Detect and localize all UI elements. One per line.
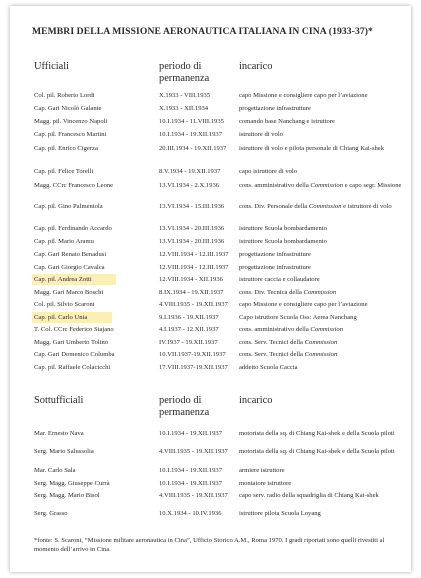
member-name: Col. pil. Silvio Scaroni bbox=[34, 301, 95, 308]
footnote: *fonte: S. Scaroni, “Missione militare aeronautica in Cina”, Ufficio Storico A.M., Roma 1970. I gradi riportati sono quelli rivestiti al momento dell’arrivo in Cina. bbox=[34, 537, 385, 553]
role-cell: cons. Serv. Tecnici della Commission bbox=[239, 351, 338, 358]
period-cell: 13.VI.1934 - 20.III.1936 bbox=[159, 225, 225, 232]
role-cell: cons. Div. Personale della Commission e istruttore di volo bbox=[239, 203, 392, 210]
role-header: incarico bbox=[239, 61, 273, 72]
member-name: Cap. pil. Gino Palmentola bbox=[34, 203, 103, 210]
member-name: Cap. Gari Nicolò Galante bbox=[34, 105, 102, 112]
period-cell: 12.VIII.1934 - XII.1936 bbox=[159, 276, 223, 283]
period-cell: 10.I.1934 - 19.XII.1937 bbox=[159, 480, 222, 487]
period-cell: 13.VI.1934 - 2.X.1936 bbox=[159, 182, 220, 189]
role-cell: motorista della sq. di Chiang Kai-shek e della Scuola piloti bbox=[239, 430, 395, 437]
period-cell: X.1933 - XII.1934 bbox=[159, 105, 209, 112]
period-cell: 13.VI.1934 - 20.III.1936 bbox=[159, 238, 225, 245]
period-cell: 4.VIII.1935 - 19.XII.1937 bbox=[159, 301, 228, 308]
role-cell: cons. amministrativo della Commission e capo segr. Missione bbox=[239, 182, 402, 189]
member-name: Serg. Magg. Mario Bisol bbox=[34, 492, 100, 499]
period-cell: IV.1937 - 19.XII.1937 bbox=[159, 339, 218, 346]
role-cell: motorista della sq. di Chiang Kai-shek e della Scuola piloti bbox=[239, 448, 395, 455]
period-header: periodo di permanenza bbox=[159, 61, 210, 84]
role-cell: capo Missione e consigliere capo per l’aviazione bbox=[239, 92, 368, 99]
role-cell: comando base Nanchang e istruttore bbox=[239, 118, 335, 125]
role-cell: capo Missione e consigliere capo per l’aviazione bbox=[239, 301, 368, 308]
role-cell: capo serv. radio della squadriglia di Chiang Kai-shek bbox=[239, 492, 379, 499]
period-cell: 4.I.1937 - 12.XII.1937 bbox=[159, 326, 219, 333]
role-cell: istruttore Scuola bombardamento bbox=[239, 225, 327, 232]
role-cell: cons. amministrativo della Commission bbox=[239, 326, 344, 333]
period-cell: 13.VI.1934 - 15.III.1936 bbox=[159, 203, 225, 210]
officers-header: Ufficiali bbox=[34, 61, 70, 72]
role-cell: Capo istruttore Scuola Oss: Aerea Nanchang bbox=[239, 314, 357, 321]
role-cell: istruttore di volo bbox=[239, 131, 283, 138]
role-cell: progettazione infrastrutture bbox=[239, 251, 311, 258]
period-cell: 10.I.1934 - 11.VIII.1935 bbox=[159, 118, 224, 125]
member-name: Magg. Gari Umberto Tolino bbox=[34, 339, 109, 346]
member-name: Mar. Ernesto Nava bbox=[34, 430, 84, 437]
member-name: Cap. pil. Mario Aramu bbox=[34, 238, 94, 245]
period-cell: 8.IX.1934 - 19.XII.1937 bbox=[159, 289, 224, 296]
role-cell: istruttore caccia e collaudatore bbox=[239, 276, 320, 283]
role-cell: cons. Div. Tecnica della Commission bbox=[239, 289, 337, 296]
period-header-nco: periodo di permanenza bbox=[159, 395, 210, 418]
member-name: Magg. Gari Marco Boschi bbox=[34, 289, 104, 296]
period-cell: 17.VIII.1937-19.XII.1937 bbox=[159, 364, 228, 371]
member-name: Cap. Gari Giorgio Cavalca bbox=[34, 264, 105, 271]
nco-header: Sottufficiali bbox=[34, 395, 84, 406]
period-cell: 4.VIII.1935 - 19.XII.1937 bbox=[159, 448, 228, 455]
member-name: Cap. pil. Ferdinando Accardo bbox=[34, 225, 112, 232]
period-cell: 12.VIII.1934 - 12.III.1937 bbox=[159, 251, 229, 258]
period-cell: 8.V.1934 - 19.XII.1937 bbox=[159, 168, 221, 175]
member-name: Serg. Grasso bbox=[34, 510, 68, 517]
role-cell: istruttore Scuola bombardamento bbox=[239, 238, 327, 245]
period-cell: 10.I.1934 - 19.XII.1937 bbox=[159, 131, 222, 138]
document-page bbox=[10, 6, 411, 572]
period-cell: X.1933 - VIII.1935 bbox=[159, 92, 211, 99]
period-cell: 12.VIII.1934 - 12.III.1937 bbox=[159, 264, 229, 271]
member-name: Magg. CCrc Francesco Leone bbox=[34, 182, 114, 189]
role-cell: istruttore di volo e pilota personale di Chiang Kai-shek bbox=[239, 145, 385, 152]
member-name: Col. pil. Roberto Lordi bbox=[34, 92, 95, 99]
role-cell: progettazione infrastrutture bbox=[239, 264, 311, 271]
role-cell: montatore istruttore bbox=[239, 480, 292, 487]
role-header-nco: incarico bbox=[239, 395, 273, 406]
period-cell: 10.I.1934 - 19.XII.1937 bbox=[159, 430, 222, 437]
member-name: Cap. Gari Renato Benadusi bbox=[34, 251, 107, 258]
member-name: Serg. Magg. Giuseppe Currà bbox=[34, 480, 110, 487]
role-cell: istruttore pilota Scuola Loyang bbox=[239, 510, 321, 517]
member-name: Cap. pil. Francesco Martini bbox=[34, 131, 107, 138]
role-cell: armiere istruttore bbox=[239, 467, 285, 474]
period-cell: 10.VII.1937-19.XII.1937 bbox=[159, 351, 226, 358]
member-name: Cap. pil. Enrico Cigerza bbox=[34, 145, 98, 152]
period-cell: 10.I.1934 - 19.XII.1937 bbox=[159, 467, 222, 474]
member-name: T. Col. CCrc Federico Stajano bbox=[34, 326, 114, 333]
period-cell: 20.III.1934 - 19.XII.1937 bbox=[159, 145, 227, 152]
member-name: Cap. pil. Carlo Unia bbox=[34, 314, 88, 321]
member-name: Cap. pil. Raffaele Colacicchi bbox=[34, 364, 111, 371]
member-name: Cap. pil. Felice Torelli bbox=[34, 168, 94, 175]
period-cell: 10.X.1934 - 10.IV.1936 bbox=[159, 510, 222, 517]
period-cell: 9.I.1936 - 19.XII.1937 bbox=[159, 314, 219, 321]
page-title: MEMBRI DELLA MISSIONE AERONAUTICA ITALIANA IN CINA (1933-37)* bbox=[32, 26, 373, 37]
period-cell: 4.VIII.1935 - 19.XII.1937 bbox=[159, 492, 228, 499]
member-name: Serg. Mario Salussolia bbox=[34, 448, 94, 455]
role-cell: progettazione infrastrutture bbox=[239, 105, 311, 112]
member-name: Mar. Carlo Sala bbox=[34, 467, 76, 474]
member-name: Magg. pil. Vincenzo Napoli bbox=[34, 118, 108, 125]
role-cell: capo istruttore di volo bbox=[239, 168, 298, 175]
role-cell: addetto Scuola Caccia bbox=[239, 364, 298, 371]
member-name: Cap. pil. Andrea Zotti bbox=[34, 276, 92, 283]
role-cell: cons. Serv. Tecnici della Commission bbox=[239, 339, 338, 346]
member-name: Cap. Gari Domenico Columba bbox=[34, 351, 115, 358]
